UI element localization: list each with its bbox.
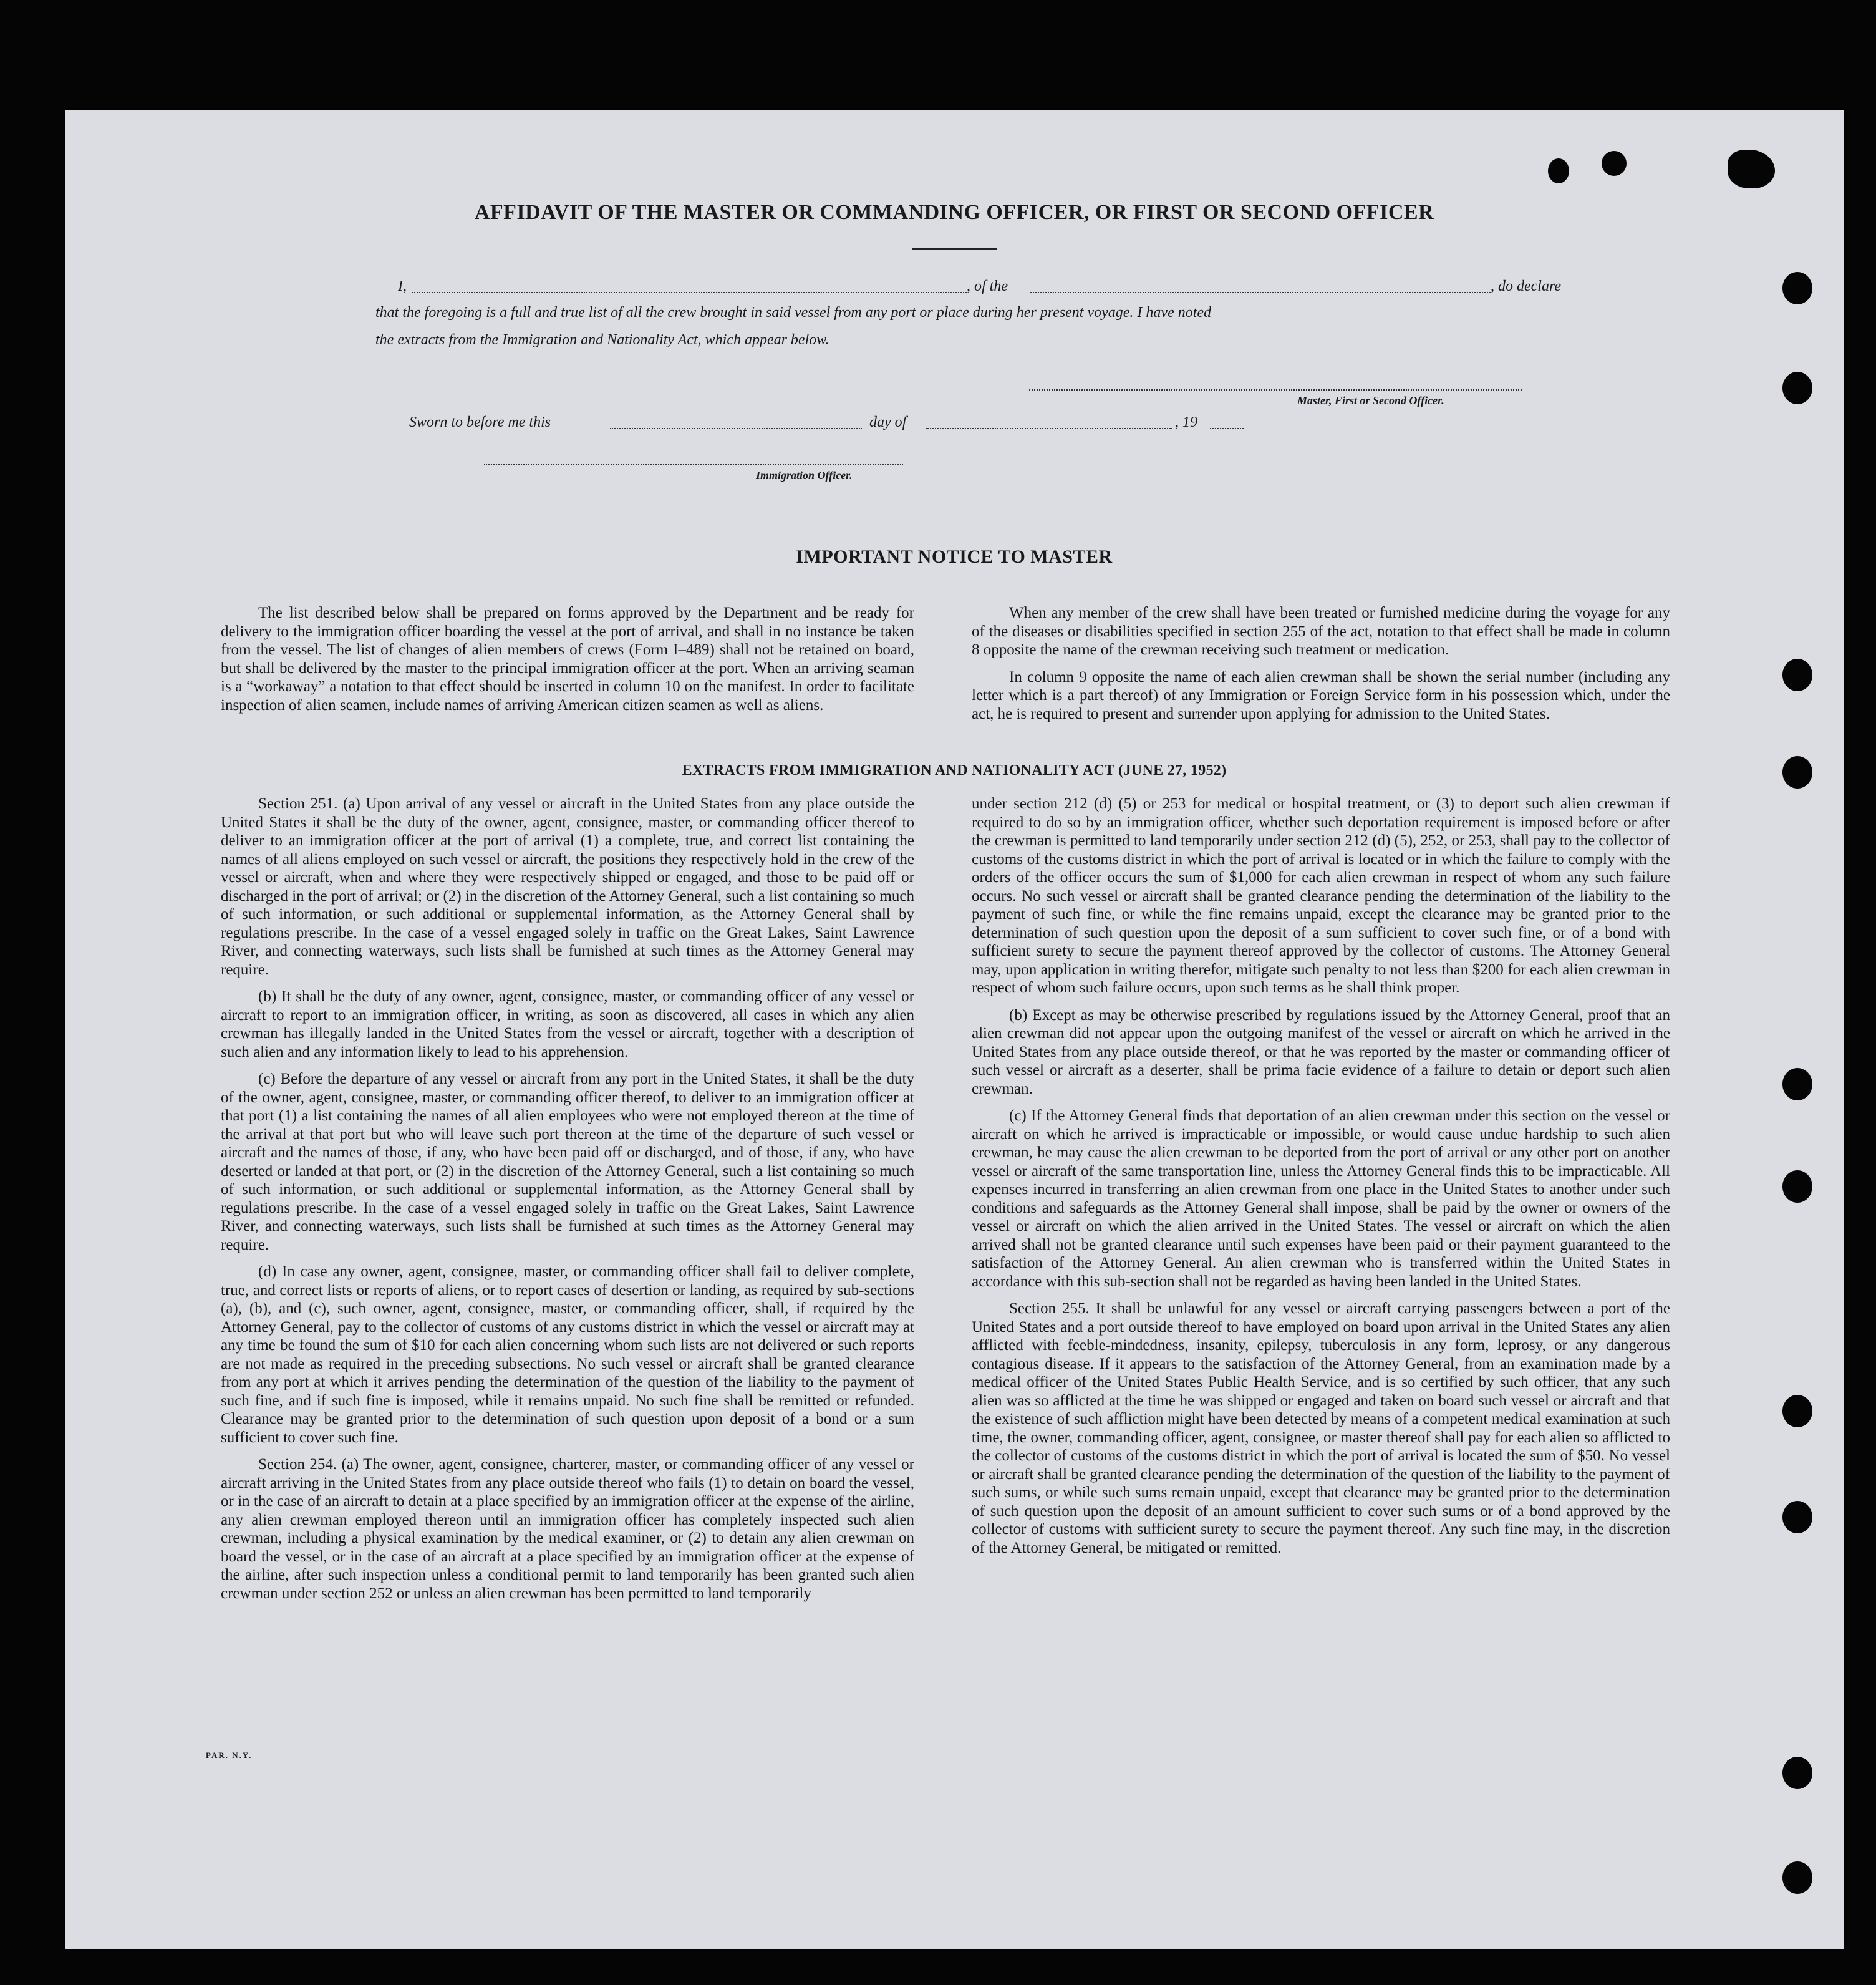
punch-hole [1782,372,1812,404]
officer-signature-label: Immigration Officer. [756,469,853,482]
notice-paragraph: In column 9 opposite the name of each alien crewman shall be shown the serial number (including any letter which is a part thereof) of any Immigration or Foreign Service form in his possession which, under the act, he is required to present and surrender upon applying for admission to the United States. [972,668,1670,722]
declaration-line-1: that the foregoing is a full and true list of all the crew brought in said vessel from any port or place during her present voyage. I have noted [375,304,1212,321]
punch-hole [1782,272,1812,304]
section-255: Section 255. It shall be unlawful for any vessel or aircraft carrying passengers between a port of the United States and a port outside thereof to have employed on board upon arrival in the United States any alien afflicted with feeble-mindedness, insanity, epilepsy, tuberculosis in any form, leprosy, or any dangerous contagious disease. If it appears to the satisfaction of the Attorney General, from an examination made by a medical officer of the United States Public Health Service, and is so certified by such officer, that any such alien was so afflicted at the time he was shipped or engaged and taken on board such vessel or aircraft and that the existence of such affliction might have been detected by means of a competent medical examination at such time, the owner, commanding officer, agent, consignee, or master thereof shall pay for each alien so afflicted to the collector of customs of the customs district in which the port of arrival is located the sum of $50. No vessel or aircraft shall be granted clearance pending the determination of the question of the liability to the payment of such sums, or while such sums remain unpaid, except that clearance may be granted prior to the determination of such question upon the deposit of an amount sufficient to cover such sums or of a bond approved by the collector of customs with sufficient surety to secure the payment thereof. Any such fine may, in the discretion of the Attorney General, be mitigated or remitted. [972,1300,1670,1556]
notice-title: IMPORTANT NOTICE TO MASTER [796,546,1113,567]
notice-right-column [972,604,1670,732]
sworn-day-field[interactable] [610,428,862,429]
extracts-title: EXTRACTS FROM IMMIGRATION AND NATIONALITY ACT (JUNE 27, 1952) [682,762,1227,779]
section-254b: (b) Except as may be otherwise prescribed by regulations issued by the Attorney General, proof that an alien crewman did not appear upon the outgoing manifest of the vessel or aircraft on which he arrived in the United States from any place outside thereof, or that he was reported by the master or commanding officer of such vessel or aircraft as a deserter, shall be prima facie evidence of a failure to detain or deport such alien crewman. [972,1006,1670,1097]
ink-blot [1548,158,1569,183]
officer-signature-line[interactable] [484,464,903,465]
affidavit-title: AFFIDAVIT OF THE MASTER OR COMMANDING OFFICER, OR FIRST OR SECOND OFFICER [474,201,1434,224]
year-label: , 19 [1175,414,1197,430]
section-251a: Section 251. (a) Upon arrival of any vessel or aircraft in the United States from any place outside the United States it shall be the duty of the owner, agent, consignee, master, or commanding officer thereof to deliver to an immigration officer at the port of arrival (1) a complete, true, and correct list containing the names of all aliens employed on such vessel or aircraft, the positions they respectively hold in the crew of the vessel or aircraft, when and where they were respectively shipped or engaged, and those to be paid off or discharged in the port of arrival; or (2) in the discretion of the Attorney General, such a list containing so much of such information, or such additional or supplemental information, as the Attorney General shall by regulations prescribe. In the case of a vessel engaged solely in traffic on the Great Lakes, Saint Lawrence River, and connecting waterways, such lists shall be furnished at such times as the Attorney General may require. [221,795,914,978]
punch-hole [1782,1170,1812,1203]
extracts-right-column [972,795,1670,1566]
section-251c: (c) Before the departure of any vessel or aircraft from any port in the United States, it shall be the duty of the owner, agent, consignee, master, or commanding officer thereof, to deliver to an immigration officer at that port (1) a list containing the names of all alien employees who were not employed thereon at the time of the arrival at that port but who will leave such port thereon at the time of the departure of such vessel or aircraft and the names of those, if any, who have been paid off or discharged, and of those, if any, who have deserted or landed at that port, or (2) in the discretion of the Attorney General, such a list containing so much of such information, or such additional or supplemental information, as the Attorney General shall by regulations prescribe. In the case of a vessel engaged solely in traffic on the Great Lakes, Saint Lawrence River, and connecting waterways, such lists shall be furnished at such times as the Attorney General may require. [221,1070,914,1253]
ink-blot [1728,150,1775,188]
section-254c: (c) If the Attorney General finds that deportation of an alien crewman under this section on the vessel or aircraft on which he arrived is impracticable or impossible, or would cause undue hardship to such alien crewman, he may cause the alien crewman to be deported from the port of arrival or any other port on another vessel or aircraft of the same transportation line, unless the Attorney General finds this to be impracticable. All expenses incurred in transferring an alien crewman from one place in the United States to another under such conditions and safeguards as the Attorney General shall impose, shall be paid by the owner or owners of the vessel or aircraft on which the alien arrived in the United States. The vessel or aircraft on which the alien arrived shall not be granted clearance until such expenses have been paid or their payment guaranteed to the satisfaction of the Attorney General. An alien crewman who is transferred within the United States in accordance with this sub-section shall not be regarded as having been landed in the United States. [972,1107,1670,1290]
section-251d: (d) In case any owner, agent, consignee, master, or commanding officer shall fail to deliver complete, true, and correct lists or reports of aliens, or to report cases of desertion or landing, as required by sub-sections (a), (b), and (c), such owner, agent, consignee, master, or commanding officer, shall, if required by the Attorney General, pay to the collector of customs of any customs district in which the vessel or aircraft may at any time be found the sum of $10 for each alien concerning whom such lists are not delivered or such reports are not made as required in the preceding subsections. No such vessel or aircraft shall be granted clearance from any port at which it arrives pending the determination of the question of the liability to the payment of such fine, and if such fine is imposed, while it remains unpaid. No such fine shall be remitted or refunded. Clearance may be granted prior to the determination of such question upon deposit of a bond or a sum sufficient to cover such fine. [221,1263,914,1446]
vessel-name-field[interactable] [1030,292,1491,293]
master-signature-label: Master, First or Second Officer. [1297,394,1444,407]
declaration-line-2: the extracts from the Immigration and Nationality Act, which appear below. [375,332,829,348]
day-of-label: day of [869,414,907,430]
master-signature-line[interactable] [1029,389,1522,391]
punch-hole [1782,659,1812,691]
printer-mark: PAR. N.Y. [206,1750,253,1760]
do-declare-label: , do declare [1491,278,1562,294]
punch-hole [1782,1068,1812,1100]
sworn-month-field[interactable] [926,428,1172,429]
punch-hole [1782,1757,1812,1789]
section-254a-continued: under section 212 (d) (5) or 253 for medical or hospital treatment, or (3) to deport such alien crewman if required to do so by an immigration officer, whether such deportation requirement is imposed before or after the crewman is permitted to land temporarily under section 212 (d) (5), 252, or 253, shall pay to the collector of customs of the customs district in which the port of arrival is located or in which the failure to comply with the orders of the officer occurs the sum of $1,000 for each alien crewman in respect of whom any such failure occurs. No such vessel or aircraft shall be granted clearance pending the determination of the liability to the payment of such fine, or while the fine remains unpaid, except the clearance may be granted prior to the determination of such question upon the deposit of a sum sufficient to cover such fine, or of a bond with sufficient surety to secure the payment thereof approved by the collector of customs. The Attorney General may, upon application in writing therefor, mitigate such penalty to not less than $200 for each alien crewman in respect of whom such failure occurs, upon such terms as he shall think proper. [972,795,1670,996]
notice-paragraph: The list described below shall be prepared on forms approved by the Department and be ready for delivery to the immigration officer boarding the vessel at the port of arrival, and shall in no instance be taken from the vessel. The list of changes of alien members of crews (Form I–489) shall not be retained on board, but shall be delivered by the master to the principal immigration officer at the port. When an arriving seaman is a “workaway” a notation to that effect should be inserted in column 10 on the manifest. In order to facilitate inspection of alien seamen, include names of arriving American citizen seamen as well as aliens. [221,604,914,714]
notice-paragraph: When any member of the crew shall have been treated or furnished medicine during the voyage for any of the diseases or disabilities specified in section 255 of the act, notation to that effect shall be made in column 8 opposite the name of the crewman receiving such treatment or medication. [972,604,1670,658]
section-254a: Section 254. (a) The owner, agent, consignee, charterer, master, or commanding officer of any vessel or aircraft arriving in the United States from any place outside thereof who fails (1) to detain on board the vessel, or in the case of an aircraft to detain at a place specified by an immigration officer at the expense of the airline, any alien crewman employed thereon until an immigration officer has completely inspected such alien crewman, including a physical examination by the medical examiner, or (2) to detain any alien crewman on board the vessel, or in the case of an aircraft at a place specified by an immigration officer at the expense of the airline, after such inspection unless a conditional permit to land temporarily has been granted such alien crewman under section 252 or unless an alien crewman has been permitted to land temporarily [221,1456,914,1602]
sworn-year-field[interactable] [1210,428,1244,429]
punch-hole [1782,1395,1812,1427]
title-underline [912,248,997,250]
punch-hole [1782,1861,1812,1894]
notice-left-column [221,604,914,723]
punch-hole [1782,1501,1812,1533]
of-the-label: , of the [967,278,1008,294]
extracts-left-column [221,795,914,1611]
declarant-name-field[interactable] [412,292,967,293]
document-page [65,110,1844,1949]
sworn-label: Sworn to before me this [409,414,551,430]
section-251b: (b) It shall be the duty of any owner, agent, consignee, master, or commanding officer of any vessel or aircraft to report to an immigration officer, in writing, as soon as discovered, all cases in which any alien crewman has illegally landed in the United States from the vessel or aircraft, together with a description of such alien and any information likely to lead to his apprehension. [221,988,914,1060]
declarant-prefix: I, [398,278,407,294]
ink-blot [1602,151,1627,176]
